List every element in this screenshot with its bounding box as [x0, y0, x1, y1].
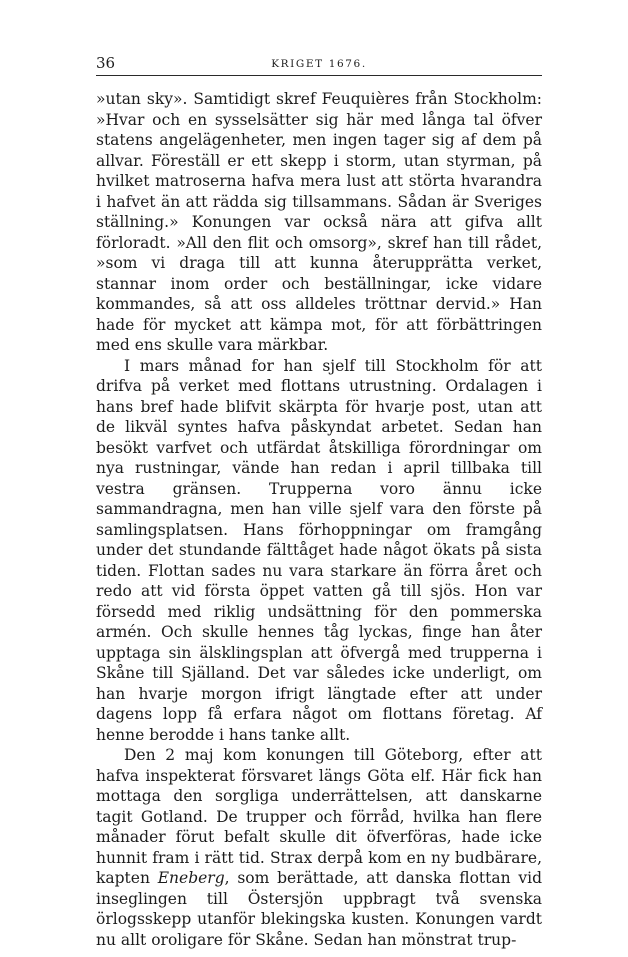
paragraph-text: , som berättade, att danska flottan vid inseglingen till Östersjön uppbragt två svenska örlogsskepp utanför blekingska kusten. Konungen vardt nu allt oroligare för Skåne. Sedan han mönstrat trup-	[96, 869, 543, 949]
paragraph	[96, 89, 542, 356]
paragraph-text: »utan sky». Samtidigt skref Feuquières från Stockholm: »Hvar och en sysselsätter sig här med långa tal öfver statens angelägenheter, men ingen tager sig af dem på allvar. Föreställ er ett skepp i storm, utan styrman, på hvilket matroserna hafva mera lust att störta hvarandra i hafvet än att rädda sig tillsammans. Sådan är Sveriges ställning.» Konungen var också nära att gifva allt förloradt. »All den flit och omsorg», skref han till rådet, »som vi draga till att kunna återupprätta verket, stannar inom order och beställningar, icke vidare kommandes, så att oss alldeles tröttnar dervid.» Han hade för mycket att kämpa mot, för att förbättringen med ens skulle vara märkbar.	[96, 90, 542, 354]
emphasized-name: Eneberg	[157, 869, 225, 887]
paragraph-text: Den 2 maj kom konungen till Göteborg, efter att hafva inspekterat försvaret längs Göta elf. Här fick han mottaga den sorgliga underrättelsen, att danskarne tagit Gotland. De trupper och förråd, hvilka han flere månader förut befalt skulle dit öfverföras, hade icke hunnit fram i rätt tid. Strax derpå kom en ny budbärare, kapten	[96, 746, 542, 887]
running-title: KRIGET 1676.	[271, 58, 367, 70]
paragraph-text: I mars månad for han sjelf till Stockholm för att drifva på verket med flottans utrustning. Ordalagen i hans bref hade blifvit skärpta för hvarje post, utan att de likväl syntes hafva påskyndat arbetet. Sedan han besökt varfvet och utfärdat åtskilliga förordningar om nya rustningar, vände han redan i april tillbaka till vestra gränsen. Trupperna voro ännu icke sammandragna, men han ville sjelf vara den förste på samlingsplatsen. Hans förhoppningar om framgång under det stundande fälttåget hade något ökats på sista tiden. Flottan sades nu vara starkare än förra året och redo att vid första öppet vatten gå till sjös. Hon var försedd med riklig undsättning för den pommerska armén. Och skulle hennes tåg lyckas, finge han åter upptaga sin älsklingsplan att öfvergå med trupperna i Skåne till Själland. Det var således icke underligt, om han hvarje morgon ifrigt längtade efter att under dagens lopp få erfara något om flottans företag. Af henne berodde i hans tanke allt.	[96, 356, 542, 744]
paragraph	[96, 356, 542, 746]
body-text	[96, 89, 542, 950]
page-number: 36	[96, 54, 116, 72]
running-head	[96, 53, 542, 76]
paragraph	[96, 745, 542, 950]
